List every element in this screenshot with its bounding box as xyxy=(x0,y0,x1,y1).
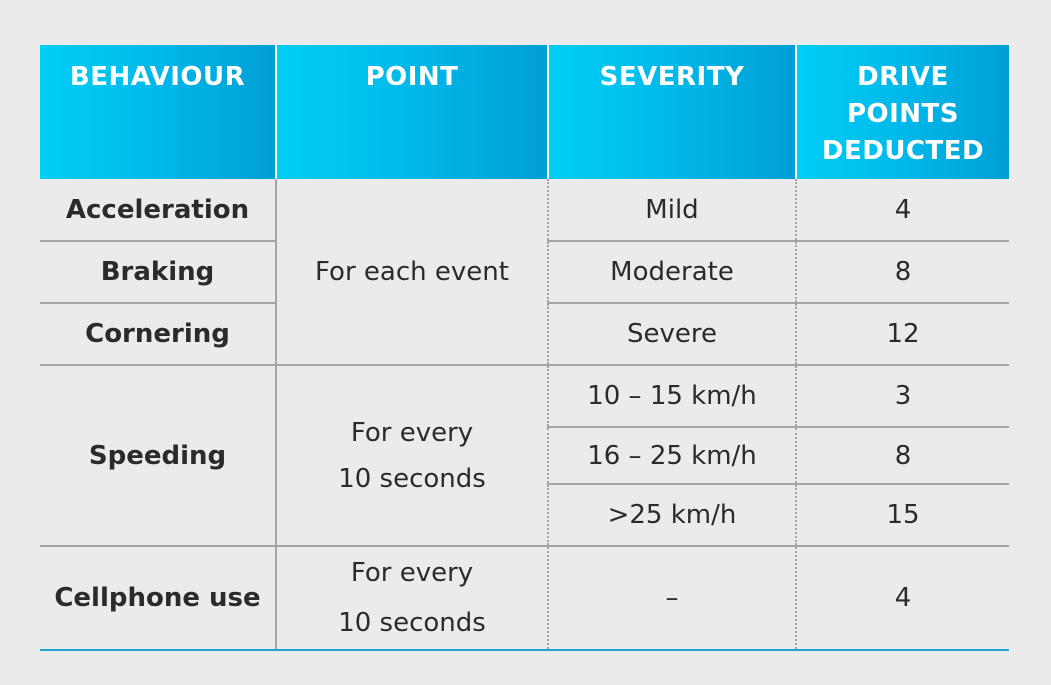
point-line-2: 10 seconds xyxy=(338,608,486,638)
points-deducted-cell: 4 xyxy=(796,546,1009,650)
points-deducted-cell: 12 xyxy=(796,303,1009,365)
header-row xyxy=(40,45,1009,179)
severity-cell: >25 km/h xyxy=(548,484,796,546)
severity-cell: 16 – 25 km/h xyxy=(548,427,796,484)
behaviour-cell: Cornering xyxy=(40,303,276,365)
behaviour-cell: Braking xyxy=(40,241,276,303)
point-line-2: 10 seconds xyxy=(338,463,486,494)
header-drive-points-line-1: DRIVE xyxy=(857,62,949,92)
header-drive-points-deducted xyxy=(796,45,1009,179)
drive-points-table xyxy=(40,45,1009,651)
severity-cell: Mild xyxy=(548,179,796,241)
header-drive-points-line-2: POINTS xyxy=(846,99,960,129)
points-deducted-cell: 8 xyxy=(796,241,1009,303)
header-drive-points-line-3: DEDUCTED xyxy=(821,136,985,166)
point-line-1: For every xyxy=(350,558,474,588)
points-deducted-cell: 8 xyxy=(796,427,1009,484)
point-line-1: For every xyxy=(350,417,474,448)
behaviour-cell: Acceleration xyxy=(40,179,276,241)
header-point: POINT xyxy=(276,45,548,179)
point-cell-speeding xyxy=(276,365,548,546)
header-severity: SEVERITY xyxy=(548,45,796,179)
severity-cell: Moderate xyxy=(548,241,796,303)
severity-cell: 10 – 15 km/h xyxy=(548,365,796,427)
drive-points-table-container xyxy=(40,45,1009,651)
points-deducted-cell: 3 xyxy=(796,365,1009,427)
table-row-speeding-tier-1 xyxy=(40,365,1009,427)
point-cell-cellphone xyxy=(276,546,548,650)
severity-cell: Severe xyxy=(548,303,796,365)
points-deducted-cell: 4 xyxy=(796,179,1009,241)
table-row-acceleration xyxy=(40,179,1009,241)
table-row-cellphone xyxy=(40,546,1009,650)
point-cell-each-event: For each event xyxy=(276,179,548,365)
points-deducted-cell: 15 xyxy=(796,484,1009,546)
severity-cell: – xyxy=(548,546,796,650)
behaviour-cell-speeding: Speeding xyxy=(40,365,276,546)
table-body xyxy=(40,179,1009,650)
behaviour-cell: Cellphone use xyxy=(40,546,276,650)
table-header xyxy=(40,45,1009,179)
header-behaviour: BEHAVIOUR xyxy=(40,45,276,179)
